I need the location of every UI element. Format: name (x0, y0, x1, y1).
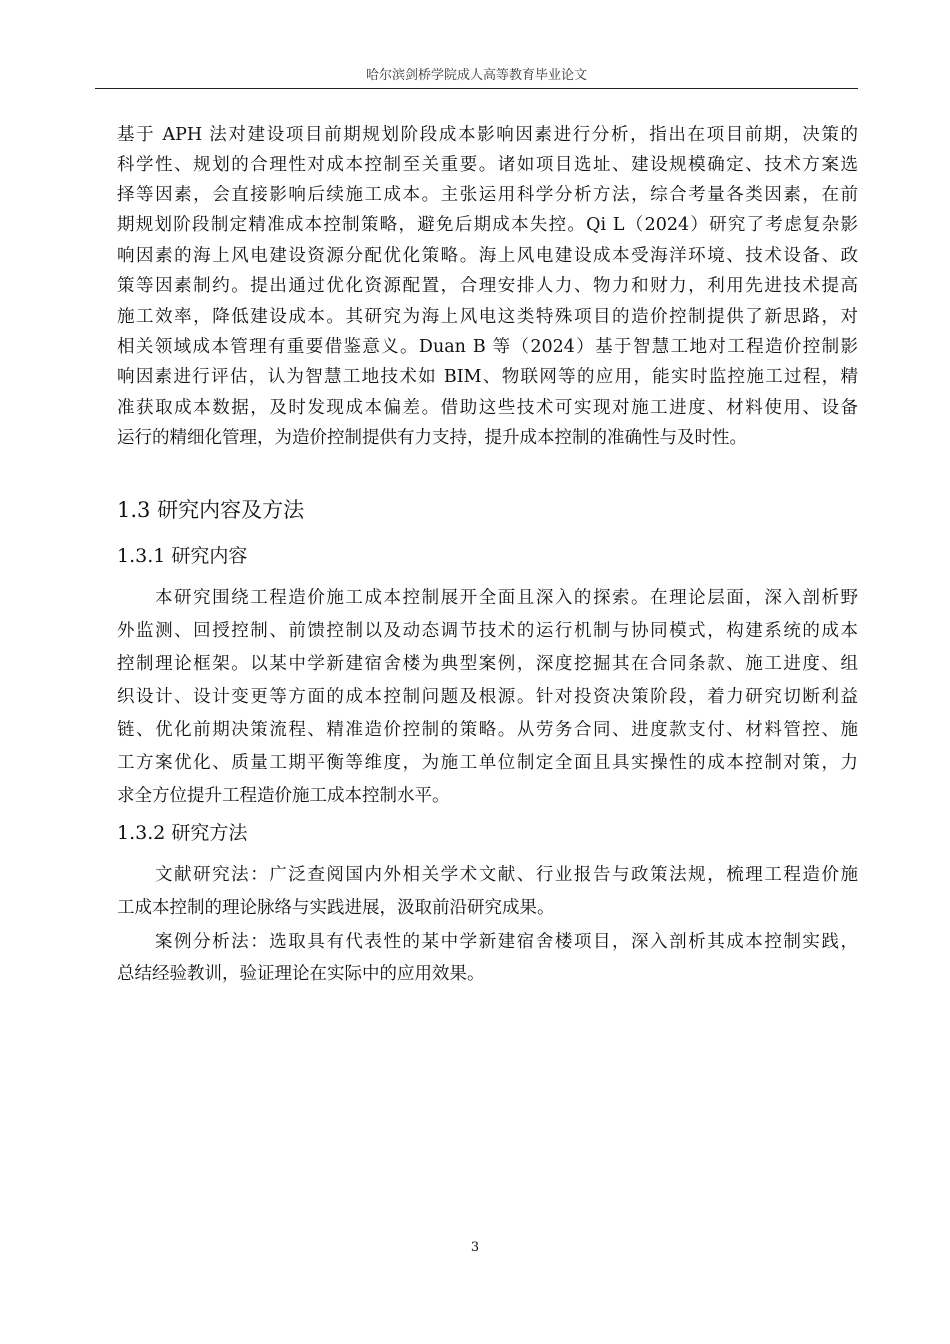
header-rule (95, 88, 858, 89)
section-heading-1-3: 1.3 研究内容及方法 (117, 498, 305, 522)
text-line: 相关领域成本管理有重要借鉴意义。Duan B 等（2024）基于智慧工地对工程造价控制影 (117, 337, 858, 357)
section-heading-1-3-2: 1.3.2 研究方法 (117, 822, 248, 844)
text-line: 外监测、回授控制、前馈控制以及动态调节技术的运行机制与协同模式，构建系统的成本 (117, 621, 858, 641)
text-line: 期规划阶段制定精准成本控制策略，避免后期成本失控。Qi L（2024）研究了考虑复杂影 (117, 215, 858, 235)
text-line: 响因素的海上风电建设资源分配优化策略。海上风电建设成本受海洋环境、技术设备、政 (117, 246, 858, 266)
text-line: 基于 APH 法对建设项目前期规划阶段成本影响因素进行分析，指出在项目前期，决策的 (117, 125, 858, 145)
text-line: 准获取成本数据，及时发现成本偏差。借助这些技术可实现对施工进度、材料使用、设备 (117, 398, 858, 418)
text-line: 总结经验教训，验证理论在实际中的应用效果。 (117, 964, 485, 984)
text-line: 本研究围绕工程造价施工成本控制展开全面且深入的探索。在理论层面，深入剖析野 (155, 588, 858, 608)
text-line: 运行的精细化管理，为造价控制提供有力支持，提升成本控制的准确性与及时性。 (117, 428, 747, 448)
text-line: 文献研究法：广泛查阅国内外相关学术文献、行业报告与政策法规，梳理工程造价施 (155, 865, 858, 885)
page-number: 3 (470, 1240, 480, 1255)
text-line: 择等因素，会直接影响后续施工成本。主张运用科学分析方法，综合考量各类因素，在前 (117, 185, 858, 205)
text-line: 工方案优化、质量工期平衡等维度，为施工单位制定全面且具实操性的成本控制对策，力 (117, 753, 858, 773)
text-line: 响因素进行评估，认为智慧工地技术如 BIM、物联网等的应用，能实时监控施工过程，精 (117, 367, 858, 387)
text-line: 施工效率，降低建设成本。其研究为海上风电这类特殊项目的造价控制提供了新思路，对 (117, 307, 858, 327)
section-heading-1-3-1: 1.3.1 研究内容 (117, 545, 248, 567)
text-line: 链、优化前期决策流程、精准造价控制的策略。从劳务合同、进度款支付、材料管控、施 (117, 720, 858, 740)
text-line: 织设计、设计变更等方面的成本控制问题及根源。针对投资决策阶段，着力研究切断利益 (117, 687, 858, 707)
text-line: 控制理论框架。以某中学新建宿舍楼为典型案例，深度挖掘其在合同条款、施工进度、组 (117, 654, 858, 674)
text-line: 科学性、规划的合理性对成本控制至关重要。诸如项目选址、建设规模确定、技术方案选 (117, 155, 858, 175)
text-line: 工成本控制的理论脉络与实践进展，汲取前沿研究成果。 (117, 898, 555, 918)
text-line: 求全方位提升工程造价施工成本控制水平。 (117, 786, 450, 806)
text-line: 案例分析法：选取具有代表性的某中学新建宿舍楼项目，深入剖析其成本控制实践， (155, 932, 858, 952)
text-line: 策等因素制约。提出通过优化资源配置，合理安排人力、物力和财力，利用先进技术提高 (117, 276, 858, 296)
running-header: 哈尔滨剑桥学院成人高等教育毕业论文 (365, 68, 587, 83)
